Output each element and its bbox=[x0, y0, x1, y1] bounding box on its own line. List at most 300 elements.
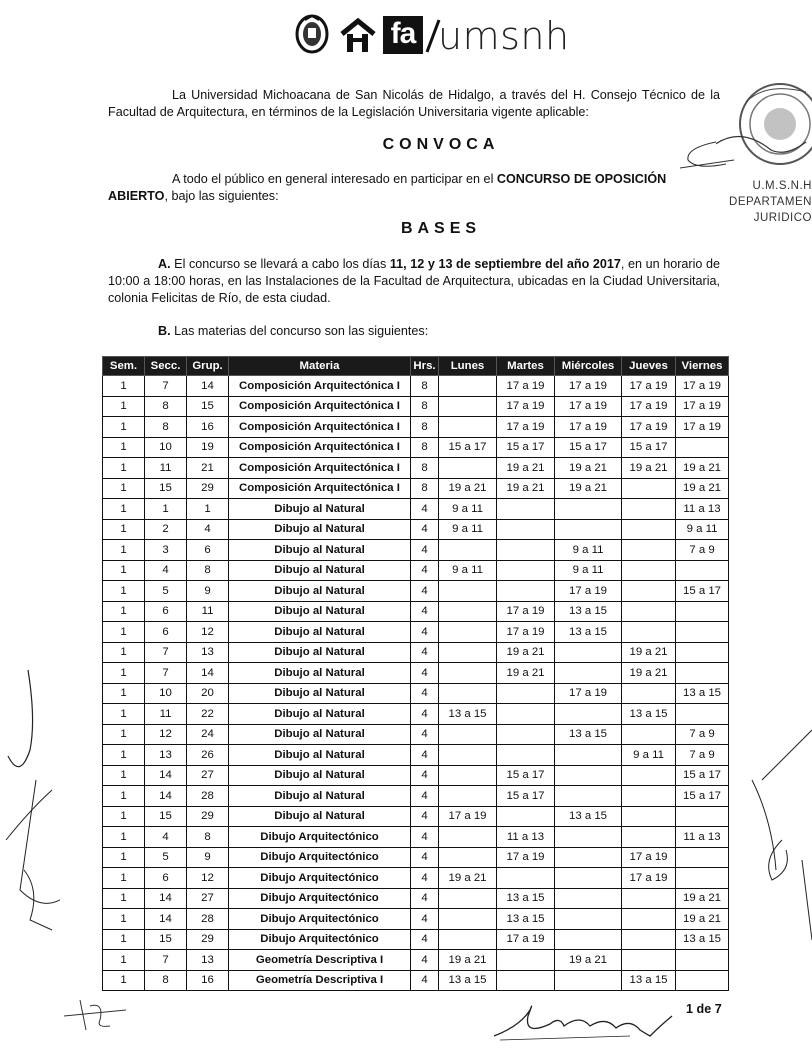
table-cell: 1 bbox=[103, 888, 145, 909]
table-cell: 20 bbox=[187, 683, 229, 704]
table-cell: 24 bbox=[187, 724, 229, 745]
stamp-line-3: JURIDICO bbox=[753, 212, 812, 224]
table-cell bbox=[497, 581, 555, 602]
materia-cell: Composición Arquitectónica I bbox=[229, 478, 411, 499]
table-cell: 4 bbox=[411, 560, 439, 581]
table-row bbox=[103, 396, 729, 417]
table-cell: 9 bbox=[187, 581, 229, 602]
table-cell: 1 bbox=[187, 499, 229, 520]
table-cell: 29 bbox=[187, 806, 229, 827]
table-cell: 19 a 21 bbox=[439, 478, 497, 499]
table-cell bbox=[439, 765, 497, 786]
table-cell: 19 a 21 bbox=[439, 868, 497, 889]
materia-cell: Geometría Descriptiva I bbox=[229, 970, 411, 991]
table-row bbox=[103, 909, 729, 930]
table-cell: 1 bbox=[103, 499, 145, 520]
table-cell: 19 a 21 bbox=[497, 663, 555, 684]
university-seal-icon bbox=[295, 14, 329, 54]
table-cell: 15 a 17 bbox=[497, 765, 555, 786]
table-body bbox=[103, 376, 729, 991]
table-cell: 4 bbox=[411, 499, 439, 520]
table-cell: 4 bbox=[411, 786, 439, 807]
table-cell: 19 a 21 bbox=[676, 458, 729, 479]
table-cell: 11 bbox=[145, 458, 187, 479]
table-cell: 7 bbox=[145, 376, 187, 397]
schedule-table bbox=[102, 356, 729, 991]
table-cell bbox=[555, 704, 622, 725]
table-cell bbox=[497, 540, 555, 561]
table-cell bbox=[555, 499, 622, 520]
table-row bbox=[103, 929, 729, 950]
table-cell: 15 a 17 bbox=[676, 786, 729, 807]
table-row bbox=[103, 868, 729, 889]
table-cell: 1 bbox=[103, 683, 145, 704]
table-cell: 1 bbox=[103, 950, 145, 971]
architecture-house-icon bbox=[340, 18, 376, 54]
table-cell: 4 bbox=[411, 765, 439, 786]
table-cell bbox=[497, 806, 555, 827]
table-row bbox=[103, 745, 729, 766]
table-cell: 19 a 21 bbox=[622, 663, 676, 684]
table-header-cell: Lunes bbox=[439, 357, 497, 376]
table-cell: 1 bbox=[103, 868, 145, 889]
table-cell: 6 bbox=[145, 868, 187, 889]
public-paragraph bbox=[108, 171, 720, 205]
table-cell: 4 bbox=[411, 827, 439, 848]
table-cell: 4 bbox=[145, 827, 187, 848]
table-cell: 13 a 15 bbox=[497, 909, 555, 930]
table-cell bbox=[676, 868, 729, 889]
table-cell: 28 bbox=[187, 909, 229, 930]
table-row bbox=[103, 806, 729, 827]
table-cell bbox=[622, 765, 676, 786]
table-cell: 17 a 19 bbox=[497, 929, 555, 950]
table-cell: 15 a 17 bbox=[676, 581, 729, 602]
table-cell: 9 a 11 bbox=[555, 540, 622, 561]
materia-cell: Dibujo al Natural bbox=[229, 765, 411, 786]
materia-cell: Composición Arquitectónica I bbox=[229, 376, 411, 397]
table-cell: 17 a 19 bbox=[555, 581, 622, 602]
table-cell: 13 a 15 bbox=[676, 929, 729, 950]
table-cell bbox=[676, 622, 729, 643]
table-cell bbox=[439, 827, 497, 848]
table-cell: 4 bbox=[411, 950, 439, 971]
table-cell bbox=[622, 806, 676, 827]
materia-cell: Composición Arquitectónica I bbox=[229, 437, 411, 458]
table-cell: 8 bbox=[411, 478, 439, 499]
table-cell: 4 bbox=[411, 581, 439, 602]
table-cell: 1 bbox=[103, 765, 145, 786]
table-cell bbox=[622, 950, 676, 971]
table-row bbox=[103, 683, 729, 704]
table-cell bbox=[555, 519, 622, 540]
table-cell bbox=[439, 458, 497, 479]
table-cell: 7 a 9 bbox=[676, 540, 729, 561]
table-cell: 17 a 19 bbox=[622, 396, 676, 417]
table-cell: 13 a 15 bbox=[497, 888, 555, 909]
table-cell: 1 bbox=[103, 847, 145, 868]
brand-name: umsnh bbox=[438, 14, 570, 58]
base-a-label: A. bbox=[158, 257, 171, 271]
base-a-dates: 11, 12 y 13 de septiembre del año 2017 bbox=[389, 257, 621, 271]
table-cell bbox=[622, 601, 676, 622]
table-row bbox=[103, 540, 729, 561]
table-cell: 15 bbox=[145, 806, 187, 827]
table-row bbox=[103, 458, 729, 479]
table-cell: 26 bbox=[187, 745, 229, 766]
table-cell: 19 a 21 bbox=[622, 458, 676, 479]
table-cell: 1 bbox=[103, 745, 145, 766]
table-cell: 15 a 17 bbox=[497, 437, 555, 458]
table-cell bbox=[622, 499, 676, 520]
table-cell: 7 bbox=[145, 950, 187, 971]
table-cell bbox=[555, 929, 622, 950]
margin-signature-left bbox=[0, 660, 60, 960]
table-cell: 2 bbox=[145, 519, 187, 540]
table-cell: 1 bbox=[103, 642, 145, 663]
table-cell: 11 a 13 bbox=[676, 827, 729, 848]
table-cell: 1 bbox=[145, 499, 187, 520]
table-cell: 13 bbox=[187, 950, 229, 971]
table-row bbox=[103, 642, 729, 663]
table-row bbox=[103, 888, 729, 909]
materia-cell: Dibujo al Natural bbox=[229, 806, 411, 827]
table-cell: 4 bbox=[411, 663, 439, 684]
table-cell: 17 a 19 bbox=[497, 396, 555, 417]
table-cell bbox=[622, 519, 676, 540]
table-row bbox=[103, 417, 729, 438]
table-row bbox=[103, 560, 729, 581]
table-cell: 6 bbox=[187, 540, 229, 561]
table-cell: 27 bbox=[187, 888, 229, 909]
table-cell: 4 bbox=[411, 704, 439, 725]
table-cell: 21 bbox=[187, 458, 229, 479]
table-row bbox=[103, 519, 729, 540]
table-cell bbox=[555, 663, 622, 684]
table-cell: 17 a 19 bbox=[497, 601, 555, 622]
table-cell bbox=[497, 724, 555, 745]
table-cell: 15 bbox=[145, 929, 187, 950]
table-cell: 27 bbox=[187, 765, 229, 786]
table-cell bbox=[439, 601, 497, 622]
table-cell: 17 a 19 bbox=[676, 396, 729, 417]
table-cell: 7 bbox=[145, 642, 187, 663]
table-cell bbox=[622, 560, 676, 581]
stamp-text bbox=[704, 178, 812, 226]
table-cell: 17 a 19 bbox=[555, 376, 622, 397]
table-cell: 1 bbox=[103, 806, 145, 827]
table-cell: 15 a 17 bbox=[497, 786, 555, 807]
table-cell: 19 a 21 bbox=[676, 909, 729, 930]
materia-cell: Dibujo Arquitectónico bbox=[229, 847, 411, 868]
table-cell: 8 bbox=[145, 396, 187, 417]
table-cell bbox=[555, 909, 622, 930]
table-cell bbox=[439, 847, 497, 868]
table-cell: 16 bbox=[187, 970, 229, 991]
table-cell: 17 a 19 bbox=[622, 417, 676, 438]
table-cell: 9 a 11 bbox=[439, 499, 497, 520]
table-cell: 11 a 13 bbox=[676, 499, 729, 520]
table-cell: 5 bbox=[145, 581, 187, 602]
materia-cell: Dibujo al Natural bbox=[229, 601, 411, 622]
signature-convoca bbox=[676, 138, 736, 178]
table-cell bbox=[439, 663, 497, 684]
table-cell: 9 a 11 bbox=[676, 519, 729, 540]
materia-cell: Dibujo al Natural bbox=[229, 519, 411, 540]
table-cell: 1 bbox=[103, 929, 145, 950]
materia-cell: Dibujo al Natural bbox=[229, 724, 411, 745]
table-header-cell: Hrs. bbox=[411, 357, 439, 376]
materia-cell: Dibujo al Natural bbox=[229, 642, 411, 663]
table-cell: 28 bbox=[187, 786, 229, 807]
table-cell: 17 a 19 bbox=[555, 683, 622, 704]
table-cell: 14 bbox=[145, 888, 187, 909]
table-cell: 4 bbox=[187, 519, 229, 540]
table-cell bbox=[622, 888, 676, 909]
stamp-line-2: DEPARTAMEN bbox=[729, 196, 812, 208]
table-cell bbox=[439, 724, 497, 745]
table-cell: 1 bbox=[103, 458, 145, 479]
table-cell: 15 a 17 bbox=[622, 437, 676, 458]
table-cell: 7 a 9 bbox=[676, 745, 729, 766]
base-b-label: B. bbox=[158, 324, 171, 338]
table-cell: 15 a 17 bbox=[439, 437, 497, 458]
table-cell bbox=[676, 847, 729, 868]
table-cell: 17 a 19 bbox=[622, 868, 676, 889]
materia-cell: Dibujo al Natural bbox=[229, 581, 411, 602]
base-b-text: Las materias del concurso son las siguientes: bbox=[170, 324, 429, 338]
table-cell: 1 bbox=[103, 827, 145, 848]
table-row bbox=[103, 437, 729, 458]
materia-cell: Dibujo Arquitectónico bbox=[229, 909, 411, 930]
table-cell: 4 bbox=[411, 683, 439, 704]
table-cell bbox=[497, 519, 555, 540]
table-cell: 19 a 21 bbox=[555, 478, 622, 499]
table-cell: 15 a 17 bbox=[676, 765, 729, 786]
table-cell bbox=[497, 745, 555, 766]
table-cell: 8 bbox=[411, 376, 439, 397]
heading-convoca: CONVOCA bbox=[382, 136, 500, 153]
table-cell bbox=[676, 970, 729, 991]
materia-cell: Dibujo al Natural bbox=[229, 683, 411, 704]
table-cell: 4 bbox=[411, 909, 439, 930]
table-cell: 4 bbox=[145, 560, 187, 581]
table-cell bbox=[676, 601, 729, 622]
table-cell: 1 bbox=[103, 417, 145, 438]
materia-cell: Composición Arquitectónica I bbox=[229, 396, 411, 417]
public-pre: A todo el público en general interesado en participar en el bbox=[172, 172, 497, 186]
materia-cell: Dibujo Arquitectónico bbox=[229, 827, 411, 848]
materia-cell: Dibujo al Natural bbox=[229, 499, 411, 520]
table-cell: 29 bbox=[187, 929, 229, 950]
table-cell: 11 bbox=[145, 704, 187, 725]
table-cell: 7 a 9 bbox=[676, 724, 729, 745]
table-row bbox=[103, 478, 729, 499]
table-cell: 4 bbox=[411, 724, 439, 745]
table-cell: 15 a 17 bbox=[555, 437, 622, 458]
table-header-cell: Secc. bbox=[145, 357, 187, 376]
table-cell: 1 bbox=[103, 601, 145, 622]
table-cell: 9 bbox=[187, 847, 229, 868]
stamp-line-1: U.M.S.N.H bbox=[752, 180, 812, 192]
table-cell bbox=[555, 847, 622, 868]
table-row bbox=[103, 724, 729, 745]
table-cell bbox=[439, 396, 497, 417]
table-cell: 1 bbox=[103, 786, 145, 807]
table-cell: 1 bbox=[103, 560, 145, 581]
table-row bbox=[103, 765, 729, 786]
table-cell: 13 a 15 bbox=[622, 704, 676, 725]
table-cell: 13 bbox=[187, 642, 229, 663]
table-cell: 6 bbox=[145, 601, 187, 622]
table-row bbox=[103, 704, 729, 725]
table-cell: 11 a 13 bbox=[497, 827, 555, 848]
table-cell bbox=[555, 868, 622, 889]
table-cell: 1 bbox=[103, 519, 145, 540]
table-row bbox=[103, 376, 729, 397]
materia-cell: Dibujo Arquitectónico bbox=[229, 868, 411, 889]
table-cell: 19 a 21 bbox=[439, 950, 497, 971]
table-header-cell: Sem. bbox=[103, 357, 145, 376]
table-cell bbox=[622, 540, 676, 561]
table-cell bbox=[439, 909, 497, 930]
table-cell bbox=[439, 642, 497, 663]
table-header-cell: Miércoles bbox=[555, 357, 622, 376]
table-header-cell: Martes bbox=[497, 357, 555, 376]
table-cell: 22 bbox=[187, 704, 229, 725]
table-header-cell: Grup. bbox=[187, 357, 229, 376]
table-cell bbox=[622, 909, 676, 930]
table-cell: 17 a 19 bbox=[497, 376, 555, 397]
table-cell: 17 a 19 bbox=[555, 396, 622, 417]
table-cell: 12 bbox=[187, 622, 229, 643]
table-cell: 11 bbox=[187, 601, 229, 622]
table-cell: 4 bbox=[411, 806, 439, 827]
table-row bbox=[103, 950, 729, 971]
table-cell: 19 a 21 bbox=[497, 478, 555, 499]
materia-cell: Dibujo al Natural bbox=[229, 704, 411, 725]
table-cell: 10 bbox=[145, 683, 187, 704]
table-cell: 17 a 19 bbox=[497, 622, 555, 643]
base-b-paragraph bbox=[158, 323, 428, 340]
table-row bbox=[103, 601, 729, 622]
table-cell bbox=[676, 437, 729, 458]
table-row bbox=[103, 786, 729, 807]
table-cell: 8 bbox=[411, 417, 439, 438]
table-cell: 9 a 11 bbox=[555, 560, 622, 581]
table-cell: 14 bbox=[145, 786, 187, 807]
materia-cell: Dibujo al Natural bbox=[229, 540, 411, 561]
table-cell: 17 a 19 bbox=[439, 806, 497, 827]
table-cell: 17 a 19 bbox=[497, 847, 555, 868]
table-cell bbox=[622, 683, 676, 704]
table-cell: 1 bbox=[103, 478, 145, 499]
table-cell: 4 bbox=[411, 970, 439, 991]
table-cell: 9 a 11 bbox=[622, 745, 676, 766]
table-cell: 17 a 19 bbox=[622, 847, 676, 868]
materia-cell: Dibujo al Natural bbox=[229, 560, 411, 581]
table-cell bbox=[497, 499, 555, 520]
table-cell: 10 bbox=[145, 437, 187, 458]
base-a-paragraph bbox=[108, 256, 720, 307]
table-cell: 15 bbox=[187, 396, 229, 417]
table-cell bbox=[497, 950, 555, 971]
table-cell: 9 a 11 bbox=[439, 560, 497, 581]
table-cell: 17 a 19 bbox=[497, 417, 555, 438]
table-cell: 4 bbox=[411, 540, 439, 561]
table-cell: 14 bbox=[145, 765, 187, 786]
table-cell: 19 a 21 bbox=[676, 888, 729, 909]
table-row bbox=[103, 622, 729, 643]
table-row bbox=[103, 847, 729, 868]
table-cell: 1 bbox=[103, 909, 145, 930]
table-cell: 13 a 15 bbox=[622, 970, 676, 991]
table-cell: 8 bbox=[145, 970, 187, 991]
table-cell bbox=[622, 478, 676, 499]
table-cell: 12 bbox=[145, 724, 187, 745]
table-cell bbox=[497, 704, 555, 725]
table-cell bbox=[676, 560, 729, 581]
table-cell: 8 bbox=[145, 417, 187, 438]
table-cell: 4 bbox=[411, 868, 439, 889]
table-cell: 15 bbox=[145, 478, 187, 499]
table-cell: 13 a 15 bbox=[439, 704, 497, 725]
table-cell: 8 bbox=[187, 560, 229, 581]
table-cell bbox=[622, 786, 676, 807]
table-cell: 4 bbox=[411, 745, 439, 766]
signature-bottom-main bbox=[490, 996, 680, 1046]
table-cell: 4 bbox=[411, 929, 439, 950]
table-cell bbox=[497, 560, 555, 581]
table-cell: 1 bbox=[103, 724, 145, 745]
table-cell: 12 bbox=[187, 868, 229, 889]
table-cell: 14 bbox=[187, 376, 229, 397]
table-cell bbox=[439, 581, 497, 602]
table-cell bbox=[622, 622, 676, 643]
table-cell bbox=[555, 970, 622, 991]
materia-cell: Dibujo Arquitectónico bbox=[229, 888, 411, 909]
table-cell: 19 a 21 bbox=[555, 950, 622, 971]
table-cell: 1 bbox=[103, 663, 145, 684]
public-bold: CONCURSO DE OPOSICIÓN ABIERTO bbox=[108, 172, 667, 203]
table-cell: 4 bbox=[411, 642, 439, 663]
table-row bbox=[103, 970, 729, 991]
table-cell: 1 bbox=[103, 376, 145, 397]
table-cell bbox=[676, 950, 729, 971]
table-cell: 13 a 15 bbox=[676, 683, 729, 704]
table-cell bbox=[555, 888, 622, 909]
materia-cell: Dibujo al Natural bbox=[229, 745, 411, 766]
table-cell bbox=[676, 663, 729, 684]
table-cell bbox=[622, 581, 676, 602]
table-cell bbox=[439, 540, 497, 561]
table-cell: 19 a 21 bbox=[497, 458, 555, 479]
table-cell bbox=[622, 929, 676, 950]
materia-cell: Geometría Descriptiva I bbox=[229, 950, 411, 971]
table-cell bbox=[439, 622, 497, 643]
table-cell: 13 bbox=[145, 745, 187, 766]
table-cell bbox=[497, 970, 555, 991]
table-cell: 4 bbox=[411, 888, 439, 909]
materia-cell: Dibujo al Natural bbox=[229, 622, 411, 643]
heading-bases: BASES bbox=[400, 220, 482, 237]
table-cell: 29 bbox=[187, 478, 229, 499]
table-cell bbox=[439, 376, 497, 397]
table-cell bbox=[439, 888, 497, 909]
table-cell: 14 bbox=[145, 909, 187, 930]
table-cell: 9 a 11 bbox=[439, 519, 497, 540]
table-cell bbox=[676, 704, 729, 725]
